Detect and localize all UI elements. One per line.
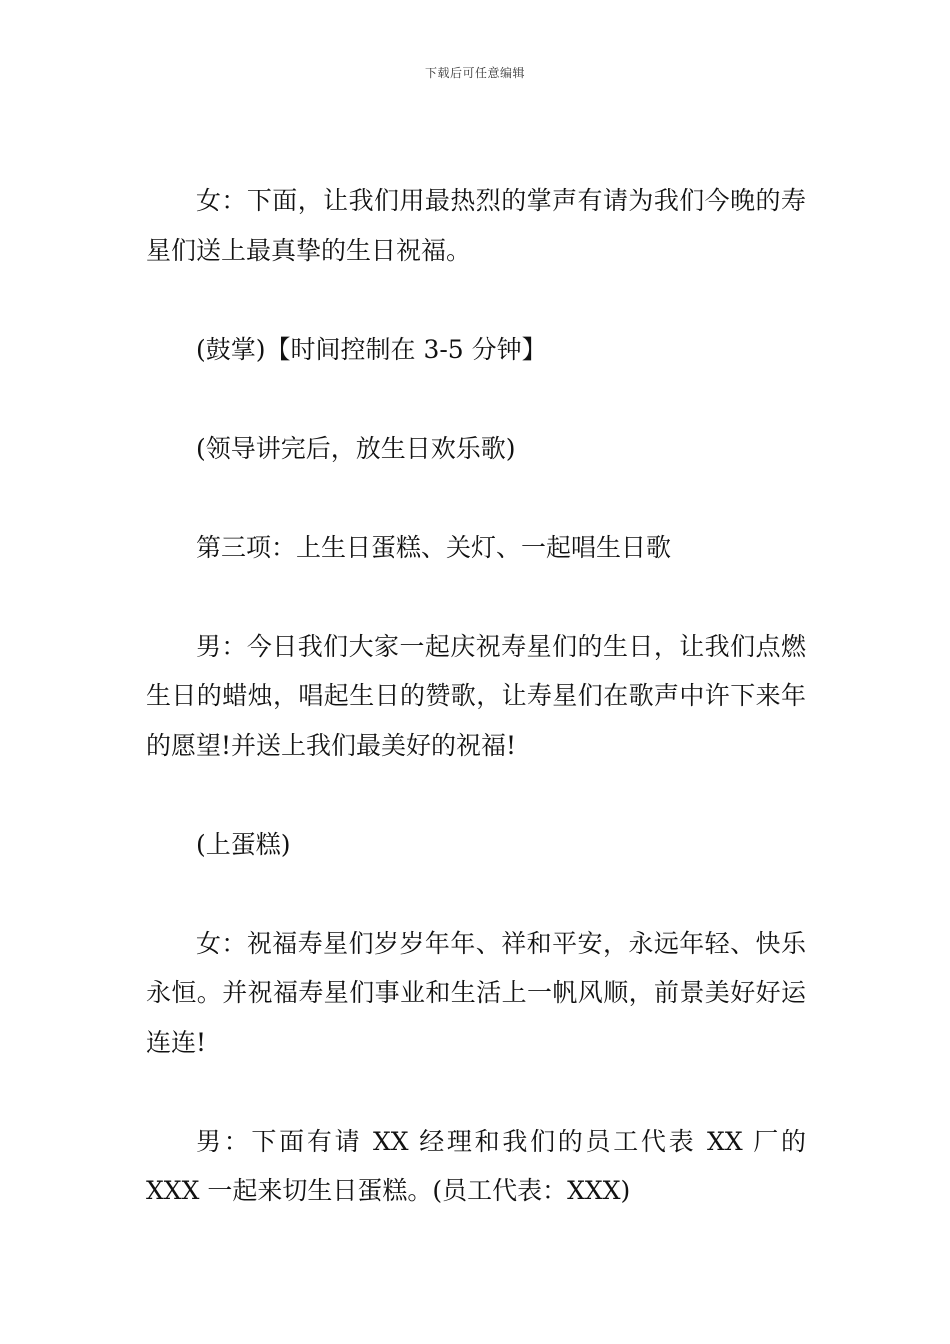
paragraph-gap — [146, 275, 806, 325]
paragraph-female-wishes: 女：祝福寿星们岁岁年年、祥和平安，永远年轻、快乐永恒。并祝福寿星们事业和生活上一帆风顺，前景美好好运连连! — [146, 928, 806, 1057]
paragraph-gap — [146, 1067, 806, 1117]
page-header: 下载后可任意编辑 — [424, 66, 525, 80]
paragraph-gap — [146, 869, 806, 919]
paragraph-gap — [146, 770, 806, 820]
paragraph-applause: (鼓掌)【时间控制在 3-5 分钟】 — [196, 334, 547, 364]
document-body — [146, 176, 806, 1216]
paragraph-gap — [146, 473, 806, 523]
paragraph-male-cut-cake: 男：下面有请 XX 经理和我们的员工代表 XX 厂的 XXX 一起来切生日蛋糕。(员工代表：XXX) — [146, 1126, 806, 1205]
paragraph-serve-cake: (上蛋糕) — [196, 829, 291, 859]
paragraph-gap — [146, 572, 806, 622]
paragraph-female-invite: 女：下面，让我们用最热烈的掌声有请为我们今晚的寿星们送上最真挚的生日祝福。 — [146, 186, 806, 265]
paragraph-gap — [146, 374, 806, 424]
paragraph-birthday-song: (领导讲完后，放生日欢乐歌) — [196, 433, 516, 463]
paragraph-item-three: 第三项：上生日蛋糕、关灯、一起唱生日歌 — [196, 532, 672, 562]
paragraph-male-celebrate: 男：今日我们大家一起庆祝寿星们的生日，让我们点燃生日的蜡烛，唱起生日的赞歌，让寿星们在歌声中许下来年的愿望!并送上我们最美好的祝福! — [146, 631, 806, 760]
